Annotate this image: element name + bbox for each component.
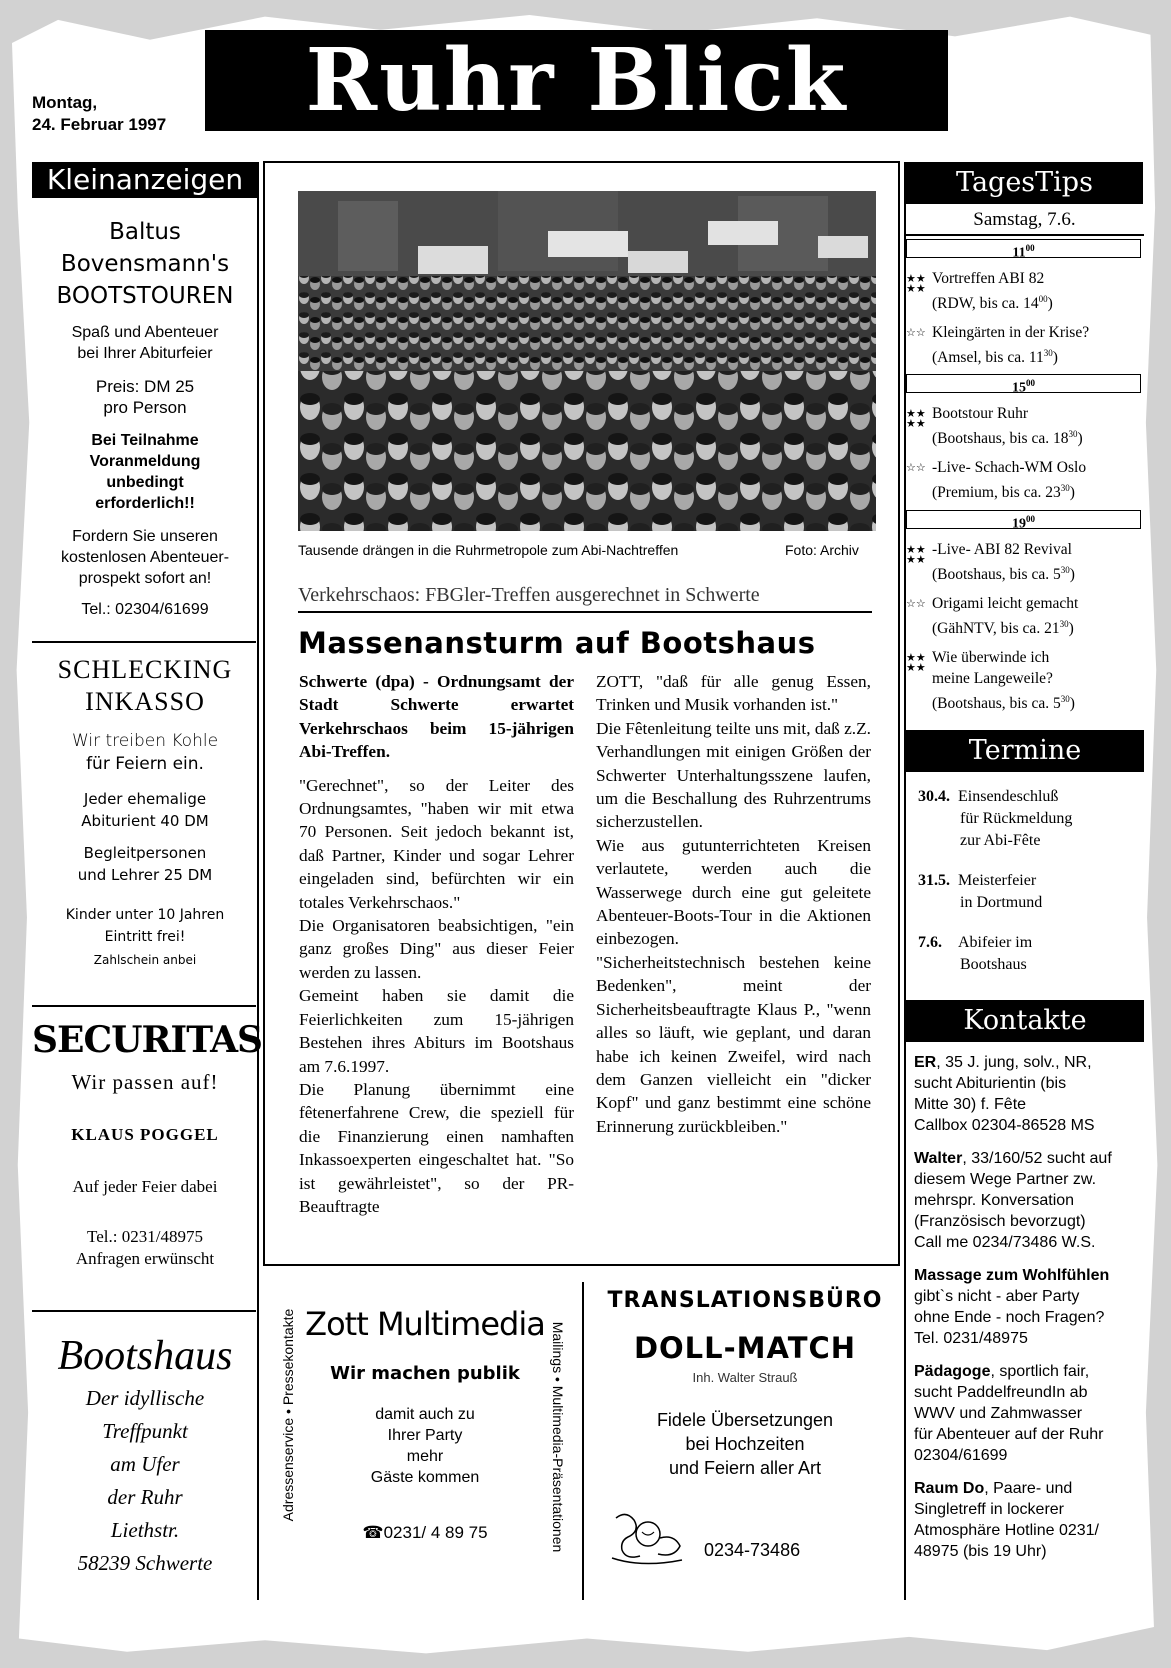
tip-text bbox=[932, 268, 1053, 314]
tip-title: Vortreffen ABI 82 bbox=[932, 270, 1045, 287]
baltus-notice-1: Bei Teilnahme bbox=[91, 432, 199, 449]
outline-stars-icon: ☆☆ bbox=[906, 462, 926, 475]
tip-detail-end: ) bbox=[1069, 484, 1075, 502]
securitas-line-2: Anfragen erwünscht bbox=[75, 1249, 215, 1268]
divider bbox=[32, 1005, 256, 1007]
divider bbox=[32, 641, 256, 643]
termin-line: zur Abi-Fête bbox=[960, 832, 1041, 849]
tip-item bbox=[906, 647, 1141, 714]
tip-detail-end: ) bbox=[1047, 295, 1053, 313]
article-paragraph: Die Planung übernimmt eine fêtenerfahrene Crew, die speziell für die Finanzierung einen namhaften Inkassoexperten eingeschaltet hat. "So ist gewährleistet", so der PR-Beauftragte bbox=[299, 1079, 574, 1216]
kontakt-line: ohne Ende - noch Fragen? bbox=[914, 1309, 1105, 1326]
photo-credit: Foto: Archiv bbox=[785, 542, 859, 558]
tip-detail-text: meine Langeweile? bbox=[932, 669, 1053, 687]
article-paragraph: Gemeint haben sie damit die Feierlichkeiten zum 15-jährigen Bestehen ihres Abiturs im Bootshaus am 7.6.1997. bbox=[299, 986, 574, 1076]
tagestips-list bbox=[906, 239, 1141, 714]
tip-item bbox=[906, 593, 1141, 639]
kontakt-line bbox=[914, 1052, 1144, 1073]
bootshaus-line-5: Liethstr. bbox=[110, 1518, 180, 1542]
kontakt-line bbox=[914, 1361, 1144, 1382]
tip-title: -Live- ABI 82 Revival bbox=[932, 540, 1072, 558]
kontakt-line: Call me 0234/73486 W.S. bbox=[914, 1234, 1096, 1251]
kontakte-list bbox=[914, 1052, 1144, 1574]
tip-text bbox=[932, 457, 1086, 503]
tip-detail bbox=[932, 614, 1078, 639]
tip-detail bbox=[932, 424, 1083, 449]
termine-header: Termine bbox=[906, 730, 1144, 772]
kontakt-line: 48975 (bis 19 Uhr) bbox=[914, 1543, 1047, 1560]
kontakt-line: Tel. 0231/48975 bbox=[914, 1330, 1028, 1347]
tip-title: Wie überwinde ich bbox=[932, 648, 1050, 666]
kontakt-line: mehrspr. Konversation bbox=[914, 1192, 1075, 1209]
securitas-phone: Tel.: 0231/48975 bbox=[87, 1227, 203, 1246]
termin-item bbox=[918, 870, 1138, 914]
baltus-line-2: bei Ihrer Abiturfeier bbox=[77, 345, 213, 362]
translation-line-1: Fidele Übersetzungen bbox=[656, 1410, 834, 1430]
baltus-name-3: BOOTSTOUREN bbox=[56, 283, 234, 309]
tip-text bbox=[932, 403, 1083, 449]
tip-detail-text: (Premium, bis ca. 23 bbox=[932, 484, 1061, 502]
kontakt-line: (Französisch bevorzugt) bbox=[914, 1213, 1086, 1230]
tip-detail bbox=[932, 343, 1089, 368]
kontakt-text: , 35 J. jung, solv., NR, bbox=[936, 1054, 1092, 1071]
article-paragraph: ZOTT, "daß für alle genug Essen, Trinken und Musik vorhanden ist." bbox=[596, 672, 871, 715]
tip-detail bbox=[932, 289, 1053, 314]
tip-detail bbox=[932, 478, 1086, 503]
kontakte-header: Kontakte bbox=[906, 1000, 1144, 1042]
article-paragraph: Wie aus gutunterrichteten Kreisen verlautete, werden auch die Wasserwege durch eine gut geleitete Abenteuer-Boots-Tour in die Aktionen einbezogen. bbox=[596, 835, 871, 949]
kontakt-name: ER bbox=[914, 1054, 937, 1071]
kontakt-line: Singletreff in lockerer bbox=[914, 1501, 1064, 1518]
baltus-notice-3: unbedingt bbox=[106, 474, 184, 491]
kontakt-name: Massage zum Wohlfühlen bbox=[914, 1267, 1110, 1284]
bootshaus-line-3: am Ufer bbox=[110, 1452, 180, 1476]
kontakt-line bbox=[914, 1148, 1144, 1169]
securitas-person: KLAUS POGGEL bbox=[71, 1125, 219, 1144]
tip-detail-minutes: 30 bbox=[1059, 618, 1069, 629]
baltus-name-1: Baltus bbox=[109, 219, 181, 245]
article-paragraph: Die Organisatoren beabsichtigen, "ein ganz großes Ding" aus dieser Feier werden zu lassen. bbox=[299, 916, 574, 982]
termin-date: 31.5. bbox=[918, 872, 950, 889]
translation-line-2: bei Hochzeiten bbox=[685, 1434, 805, 1454]
article-paragraph: Die Fêtenleitung teilte uns mit, daß z.Z. Verhandlungen mit einigen Größen der Schwerter Unterhaltungsszene laufen, um die Beschallung des Ruhrzentrums sicherzustellen. bbox=[596, 718, 871, 832]
ad-schlecking-inkasso bbox=[32, 654, 258, 972]
article-kicker: Verkehrschaos: FBGler-Treffen ausgerechnet in Schwerte bbox=[298, 584, 760, 606]
baltus-price: Preis: DM 25 bbox=[95, 377, 195, 396]
kontakt-ad bbox=[914, 1265, 1144, 1349]
termin-date: 7.6. bbox=[918, 934, 942, 951]
schlecking-name-2: INKASSO bbox=[85, 687, 205, 716]
tip-title: Bootstour Ruhr bbox=[932, 405, 1029, 423]
divider bbox=[32, 1310, 256, 1312]
termin-line: Meisterfeier bbox=[958, 872, 1037, 889]
article-headline: Massenansturm auf Bootshaus bbox=[298, 626, 816, 660]
baltus-notice-4: erforderlich!! bbox=[95, 495, 195, 512]
kontakt-line: diesem Wege Partner zw. bbox=[914, 1171, 1097, 1188]
kleinanzeigen-header: Kleinanzeigen bbox=[32, 162, 258, 198]
schlecking-line-3: Jeder ehemalige bbox=[83, 790, 207, 808]
time-slot-hour: 15 bbox=[1012, 380, 1026, 396]
kontakt-line: gibt`s nicht - aber Party bbox=[914, 1288, 1080, 1305]
kontakt-line: für Abenteuer auf der Ruhr bbox=[914, 1426, 1104, 1443]
translation-line-3: und Feiern aller Art bbox=[668, 1458, 822, 1478]
tip-item bbox=[906, 322, 1141, 368]
tip-detail-text: (GähNTV, bis ca. 21 bbox=[932, 619, 1060, 637]
kontakt-text: , 33/160/52 sucht auf bbox=[962, 1150, 1112, 1167]
tip-detail bbox=[932, 560, 1075, 585]
article-column-2 bbox=[596, 670, 871, 1138]
crowd-photo-image bbox=[298, 191, 876, 531]
translation-title: TRANSLATIONSBÜRO bbox=[607, 1288, 883, 1313]
termin-line: in Dortmund bbox=[960, 894, 1043, 911]
schlecking-line-5: Begleitpersonen bbox=[83, 844, 207, 862]
tip-text bbox=[932, 593, 1078, 639]
tip-detail-minutes: 00 bbox=[1038, 294, 1048, 304]
tip-detail-2 bbox=[932, 689, 1075, 714]
tip-detail-text: (Bootshaus, bis ca. 5 bbox=[932, 565, 1061, 583]
tip-item bbox=[906, 539, 1141, 585]
tip-detail-minutes: 30 bbox=[1043, 348, 1053, 359]
kontakt-text: , Paare- und bbox=[984, 1480, 1073, 1497]
filled-stars-icon: ★★ ★★ bbox=[906, 273, 926, 295]
kicker-rule bbox=[298, 611, 872, 613]
article-paragraph: "Gerechnet", so der Leiter des Ordnungsamtes, "haben wir mit etwa 70 Personen. Seit jedoch bekannt ist, daß Partner, Kinder und sogar Lehrer eingeladen sind, befürchten wir ein totales Verkehrschaos." bbox=[299, 775, 574, 912]
time-slot-box bbox=[906, 374, 1141, 396]
cartoon-doodle-icon bbox=[608, 1508, 696, 1570]
tip-detail-text: (Bootshaus, bis ca. 5 bbox=[932, 695, 1061, 713]
tip-item bbox=[906, 268, 1141, 314]
schlecking-line-9: Zahlschein anbei bbox=[93, 953, 197, 967]
kontakt-line bbox=[914, 1265, 1144, 1286]
kontakt-name: Raum Do bbox=[914, 1480, 985, 1497]
tip-text bbox=[932, 647, 1075, 714]
kontakt-line: WWV und Zahmwasser bbox=[914, 1405, 1083, 1422]
bootshaus-line-2: Treffpunkt bbox=[102, 1419, 188, 1443]
ad-bootshaus bbox=[32, 1330, 258, 1580]
ad-zott-multimedia bbox=[300, 1302, 550, 1544]
schlecking-name-1: SCHLECKING bbox=[57, 655, 233, 684]
baltus-name-2: Bovensmann's bbox=[60, 251, 230, 277]
column-rule-bottom bbox=[582, 1282, 584, 1600]
time-slot-minutes: 00 bbox=[1025, 243, 1035, 253]
tagestips-header: TagesTips bbox=[906, 162, 1143, 204]
time-slot-minutes: 00 bbox=[1026, 378, 1035, 389]
termin-line: für Rückmeldung bbox=[960, 810, 1073, 827]
kontakt-line: sucht PaddelfreundIn ab bbox=[914, 1384, 1088, 1401]
tip-title: -Live- Schach-WM Oslo bbox=[932, 459, 1087, 477]
article-paragraph: "Sicherheitstechnisch bestehen keine Bedenken", meint der Sicherheitsbeauftragte Klaus P., "wenn alles so läuft, wie geplant, und daran habe ich keinen Zweifel, wird nach dem Ganzen vielleicht ein "dicker Kopf" und ganz bestimmt eine schöne Erinnerung zurückbleiben." bbox=[596, 952, 871, 1136]
schlecking-line-1: Wir treiben Kohle bbox=[71, 731, 219, 751]
kontakt-line: Atmosphäre Hotline 0231/ bbox=[914, 1522, 1099, 1539]
kontakt-name: Pädagoge bbox=[914, 1363, 991, 1380]
termin-text bbox=[958, 870, 1042, 914]
zott-right-vertical-text: Mailings • Multimedia-Präsentationen bbox=[550, 1321, 566, 1553]
termin-item bbox=[918, 786, 1138, 852]
kontakt-ad bbox=[914, 1052, 1144, 1136]
kontakt-line bbox=[914, 1478, 1144, 1499]
termine-list bbox=[918, 786, 1138, 994]
baltus-notice-2: Voranmeldung bbox=[89, 453, 201, 470]
kontakt-text: , sportlich fair, bbox=[990, 1363, 1090, 1380]
tip-detail-end: ) bbox=[1068, 619, 1074, 637]
termin-item bbox=[918, 932, 1138, 976]
filled-stars-icon: ★★ ★★ bbox=[906, 651, 926, 674]
schlecking-line-4: Abiturient 40 DM bbox=[81, 812, 209, 830]
kontakt-ad bbox=[914, 1478, 1144, 1562]
tip-detail-text: (RDW, bis ca. 14 bbox=[932, 295, 1039, 313]
schlecking-line-7: Kinder unter 10 Jahren bbox=[65, 907, 225, 923]
issue-date-day: Montag, bbox=[32, 93, 98, 112]
zott-left-vertical-text: Adressenservice • Pressekontakte bbox=[280, 1308, 296, 1522]
termin-line: Bootshaus bbox=[960, 956, 1027, 973]
tip-detail-minutes: 30 bbox=[1060, 693, 1070, 704]
zott-line-3: mehr bbox=[406, 1448, 444, 1465]
kontakt-name: Walter bbox=[914, 1150, 963, 1167]
ad-securitas bbox=[32, 1016, 262, 1270]
termin-date: 30.4. bbox=[918, 788, 950, 805]
tip-detail-end: ) bbox=[1069, 695, 1075, 713]
tip-detail-end: ) bbox=[1052, 349, 1058, 367]
termin-line: Abifeier im bbox=[958, 934, 1033, 951]
baltus-offer-1: Fordern Sie unseren bbox=[72, 528, 218, 545]
ad-translation-bureau bbox=[590, 1284, 900, 1480]
tip-title: Origami leicht gemacht bbox=[932, 594, 1079, 612]
time-slot-minutes: 00 bbox=[1026, 513, 1035, 524]
kontakt-line: 02304/61699 bbox=[914, 1447, 1008, 1464]
zott-line-2: Ihrer Party bbox=[387, 1427, 463, 1444]
kontakt-line: Mitte 30) f. Fête bbox=[914, 1096, 1027, 1113]
divider bbox=[906, 234, 1144, 236]
filled-stars-icon: ★★ ★★ bbox=[906, 408, 926, 431]
tip-item bbox=[906, 457, 1141, 503]
tip-detail-minutes: 30 bbox=[1068, 429, 1078, 440]
securitas-name: SECURITAS bbox=[32, 1019, 262, 1061]
time-slot-box bbox=[906, 510, 1141, 532]
zott-line-1: damit auch zu bbox=[375, 1406, 475, 1423]
schlecking-line-2: für Feiern ein. bbox=[86, 754, 204, 774]
article-lead: Schwerte (dpa) - Ordnungsamt der Stadt Schwerte erwartet Verkehrschaos beim 15-jährigen Abi-Treffen. bbox=[299, 672, 574, 762]
securitas-slogan: Wir passen auf! bbox=[71, 1070, 219, 1094]
time-slot-box bbox=[906, 239, 1141, 261]
tip-detail-end: ) bbox=[1077, 430, 1083, 448]
tip-detail-text: (Amsel, bis ca. 11 bbox=[932, 349, 1044, 367]
tip-detail bbox=[932, 668, 1075, 689]
tip-detail-end: ) bbox=[1069, 565, 1075, 583]
tagestips-day: Samstag, 7.6. bbox=[973, 209, 1076, 230]
zott-name: Zott Multimedia bbox=[305, 1305, 545, 1343]
telephone-icon: ☎ bbox=[362, 1523, 384, 1542]
baltus-offer-2: kostenlosen Abenteuer- bbox=[60, 549, 230, 566]
tip-detail-text: (Bootshaus, bis ca. 18 bbox=[932, 430, 1069, 448]
termin-line: Einsendeschluß bbox=[958, 788, 1059, 805]
ad-baltus bbox=[32, 216, 258, 620]
schlecking-line-6: und Lehrer 25 DM bbox=[77, 866, 213, 884]
crowd-photo bbox=[298, 191, 876, 531]
baltus-phone: Tel.: 02304/61699 bbox=[81, 601, 209, 618]
article-column-1 bbox=[299, 670, 574, 1218]
baltus-line-1: Spaß und Abenteuer bbox=[71, 324, 219, 341]
securitas-line-1: Auf jeder Feier dabei bbox=[72, 1177, 218, 1196]
termin-text bbox=[958, 932, 1032, 976]
masthead-title: Ruhr Blick bbox=[305, 30, 848, 131]
schlecking-line-8: Eintritt frei! bbox=[104, 929, 186, 945]
tip-text bbox=[932, 539, 1075, 585]
translation-phone: 0234-73486 bbox=[704, 1540, 801, 1560]
zott-line-4: Gäste kommen bbox=[370, 1469, 480, 1486]
zott-phone-row bbox=[300, 1522, 550, 1544]
tip-text bbox=[932, 322, 1089, 368]
baltus-price-unit: pro Person bbox=[103, 398, 187, 417]
issue-date bbox=[32, 92, 166, 136]
bootshaus-line-4: der Ruhr bbox=[107, 1485, 183, 1509]
kontakt-line: Callbox 02304-86528 MS bbox=[914, 1117, 1095, 1134]
tip-item bbox=[906, 403, 1141, 449]
outline-stars-icon: ☆☆ bbox=[906, 597, 926, 610]
termin-text bbox=[958, 786, 1072, 852]
time-slot-hour: 19 bbox=[1012, 516, 1026, 532]
bootshaus-line-1: Der idyllische bbox=[85, 1386, 205, 1410]
translation-name: DOLL-MATCH bbox=[633, 1331, 857, 1365]
translation-owner: Inh. Walter Strauß bbox=[692, 1370, 798, 1385]
bootshaus-line-6: 58239 Schwerte bbox=[77, 1551, 213, 1575]
zott-slogan: Wir machen publik bbox=[330, 1363, 520, 1384]
outline-stars-icon: ☆☆ bbox=[906, 327, 926, 340]
bootshaus-name: Bootshaus bbox=[57, 1333, 233, 1379]
baltus-offer-3: prospekt sofort an! bbox=[78, 570, 212, 587]
kontakt-ad bbox=[914, 1361, 1144, 1466]
tip-title: Kleingärten in der Krise? bbox=[932, 324, 1090, 342]
kontakt-ad bbox=[914, 1148, 1144, 1253]
tip-detail-minutes: 30 bbox=[1060, 483, 1070, 494]
photo-caption: Tausende drängen in die Ruhrmetropole zum Abi-Nachtreffen bbox=[298, 542, 679, 558]
filled-stars-icon: ★★ ★★ bbox=[906, 543, 926, 566]
zott-phone: 0231/ 4 89 75 bbox=[383, 1523, 488, 1542]
issue-date-full: 24. Februar 1997 bbox=[32, 115, 167, 134]
time-slot-hour: 11 bbox=[1012, 245, 1026, 261]
tip-detail-minutes: 30 bbox=[1060, 564, 1070, 575]
kontakt-line: sucht Abiturientin (bis bbox=[914, 1075, 1067, 1092]
